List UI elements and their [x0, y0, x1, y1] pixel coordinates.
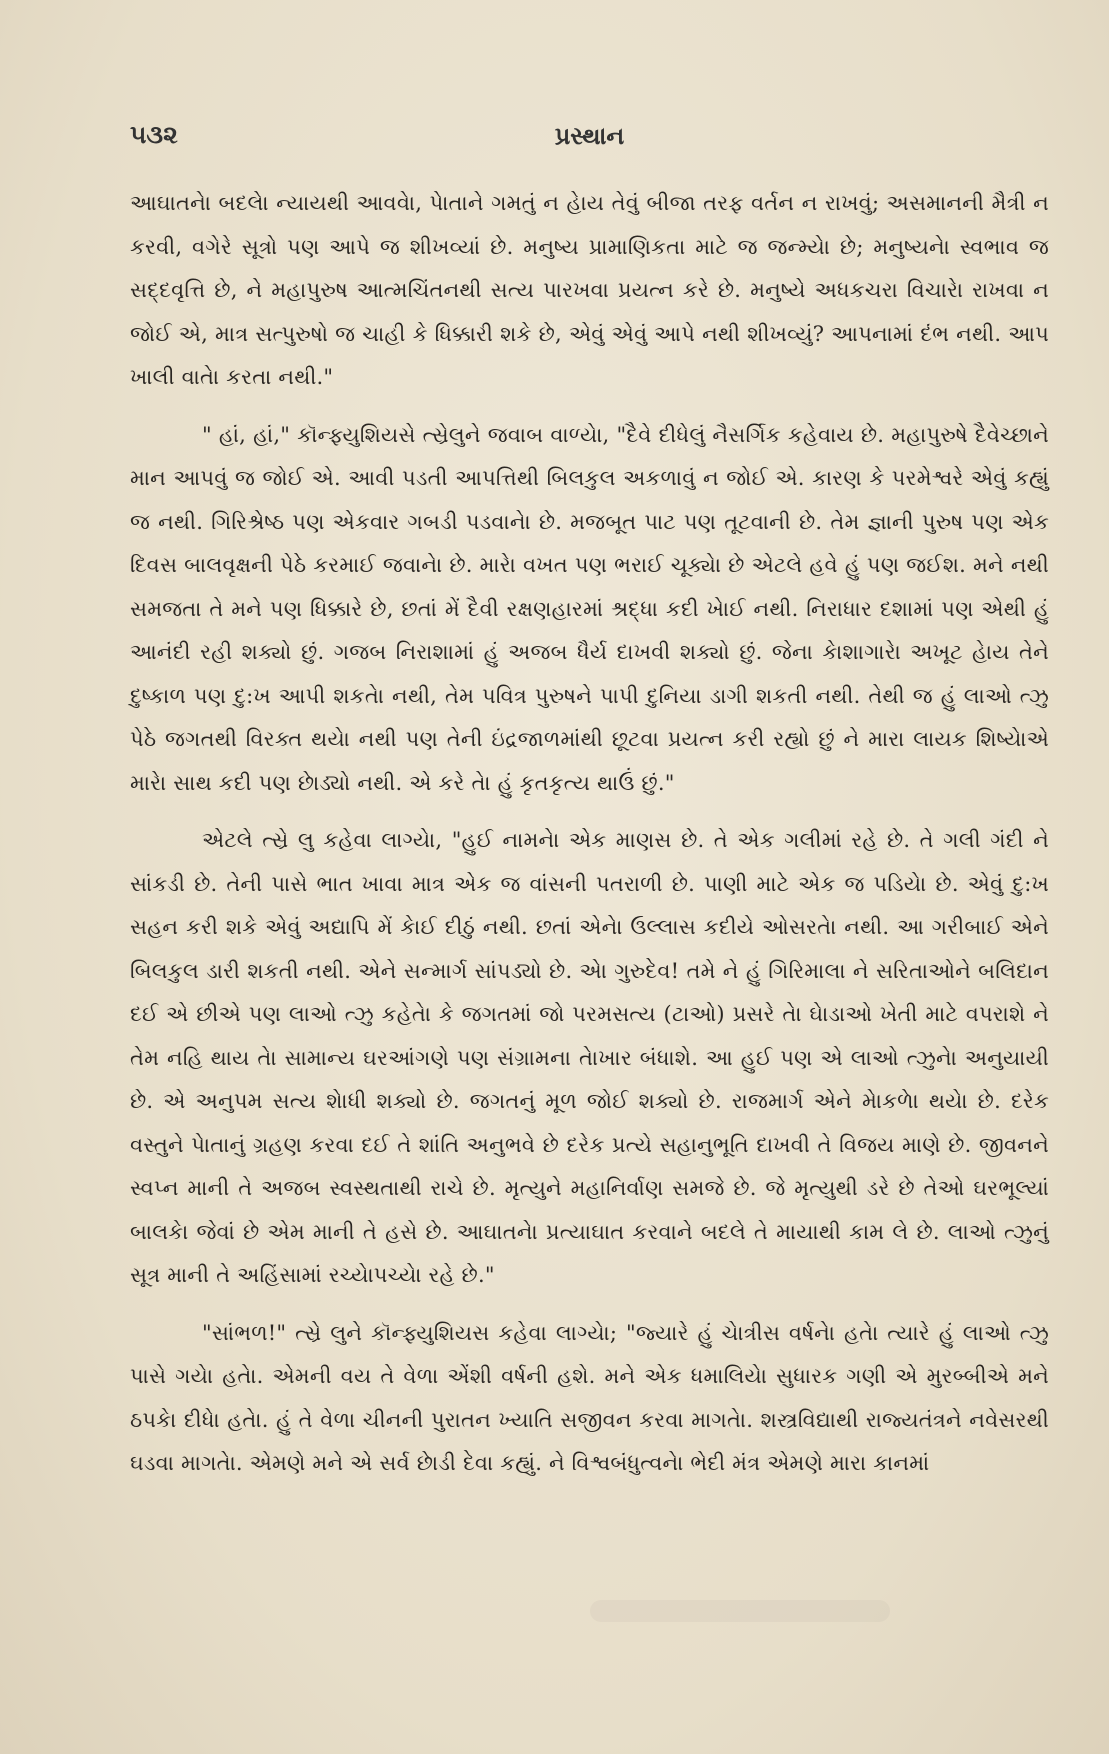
paragraph-2: " હાં, હાં," કૉન્ફ્યુશિયસે ત્સ્રેલુને જવાબ વાળ્યેા, "દૈવે દીધેલું નૈસર્ગિક કહેવાય છે. મહાપુરુષે દૈવેચ્છાને માન આપવું જ જોઈ એ. આવી પડતી આપત્તિથી બિલકુલ અકળાવું ન જોઈ એ. કારણ કે પરમેશ્વરે એવું કહ્યું જ નથી. ગિરિશ્રેષ્ઠ પણ એકવાર ગબડી પડવાનેા છે. મજબૂત પાટ પણ તૂટવાની છે. તેમ જ્ઞાની પુરુષ પણ એક દિવસ બાલવૃક્ષની પેઠે કરમાઈ જવાનેા છે. મારેા વખત પણ ભરાઈ ચૂક્યેા છે એટલે હવે હું પણ જઈશ. મને નથી સમજતા તે મને પણ ધિક્કારે છે, છતાં મેં દૈવી રક્ષણહારમાં શ્રદ્ધા કદી ખેાઈ નથી. નિરાધાર દશામાં પણ એથી હું આનંદી રહી શક્યો છું. ગજબ નિરાશામાં હું અજબ ધૈર્ય દાખવી શક્યો છું. જેના કેાશાગારેા અખૂટ હેાય તેને દુષ્કાળ પણ દુ:ખ આપી શકતેા નથી, તેમ પવિત્ર પુરુષને પાપી દુનિયા ડાગી શકતી નથી. તેથી જ હું લાઓ ત્ઝુ પેઠે જગતથી વિરક્ત થયેા નથી પણ તેની ઇંદ્રજાળમાંથી છૂટવા પ્રયત્ન કરી રહ્યો છું ને મારા લાયક શિષ્યેાએ મારેા સાથ કદી પણ છેાડ્યો નથી. એ કરે તેા હું કૃતકૃત્ય થાઉં છું."	[130, 422, 1049, 795]
running-title: પ્રસ્થાન	[554, 122, 625, 150]
page-number: ૫૩૨	[130, 120, 178, 149]
paragraph-1: આઘાતનેા બદલેા ન્યાયથી આવવેા, પેાતાને ગમતું ન હેાય તેવું બીજા તરફ વર્તન ન રાખવું; અસમાનની મૈત્રી ન કરવી, વગેરે સૂત્રો પણ આપે જ શીખવ્યાં છે. મનુષ્ય પ્રામાણિકતા માટે જ જન્મ્યેા છે; મનુષ્યનેા સ્વભાવ જ સદ્દવૃત્તિ છે, ને મહાપુરુષ આત્મચિંતનથી સત્ય પારખવા પ્રયત્ન કરે છે. મનુષ્યે અધકચરા વિચારેા રાખવા ન જોઈ એ, માત્ર સત્પુરુષો જ ચાહી કે ધિક્કારી શકે છે, એવું એવું આપે નથી શીખવ્યું? આપનામાં દંભ નથી. આપ ખાલી વાતેા કરતા નથી."	[130, 191, 1049, 389]
paper-smudge	[590, 1600, 890, 1622]
paragraph-4: "સાંભળ!" ત્સ્રે લુને કૉન્ફ્યુશિયસ કહેવા લાગ્યેા; "જ્યારે હું ચેાત્રીસ વર્ષનેા હતેા ત્યારે હું લાઓ ત્ઝુ પાસે ગયેા હતેા. એમની વય તે વેળા એંશી વર્ષની હશે. મને એક ધમાલિયેા સુધારક ગણી એ મુરબ્બીએ મને ઠપકેા દીધેા હતેા. હું તે વેળા ચીનની પુરાતન ખ્યાતિ સજીવન કરવા માગતેા. શસ્ત્રવિદ્યાથી રાજ્યતંત્રને નવેસરથી ઘડવા માગતેા. એમણે મને એ સર્વ છેાડી દેવા કહ્યું. ને વિશ્વબંધુત્વનેા ભેદી મંત્ર એમણે મારા કાનમાં	[130, 1320, 1049, 1475]
page-header	[130, 120, 1049, 160]
paragraph-3: એટલે ત્સ્રે લુ કહેવા લાગ્યેા, "હુઈ નામનેા એક માણસ છે. તે એક ગલીમાં રહે છે. તે ગલી ગંદી ને સાંકડી છે. તેની પાસે ભાત ખાવા માત્ર એક જ વાંસની પતરાળી છે. પાણી માટે એક જ પડિયેા છે. એવું દુ:ખ સહન કરી શકે એવું અદ્યાપિ મેં કેાઈ દીઠું નથી. છતાં એનેા ઉલ્લાસ કદીયે ઓસરતેા નથી. આ ગરીબાઈ એને બિલકુલ ડારી શકતી નથી. એને સન્માર્ગ સાંપડ્યો છે. એા ગુરુદેવ! તમે ને હું ગિરિમાલા ને સરિતાઓને બલિદાન દઈ એ છીએ પણ લાઓ ત્ઝુ કહેતેા કે જગતમાં જો પરમસત્ય (ટાઓ) પ્રસરે તેા ઘેાડાઓ ખેતી માટે વપરાશે ને તેમ નહિ થાય તેા સામાન્ય ઘરઆંગણે પણ સંગ્રામના તેાખાર બંધાશે. આ હુઈ પણ એ લાઓ ત્ઝુનેા અનુયાયી છે. એ અનુપમ સત્ય શેાધી શક્યો છે. જગતનું મૂળ જોઈ શક્યો છે. રાજમાર્ગ એને મેાકળેા થયેા છે. દરેક વસ્તુને પેાતાનું ગ્રહણ કરવા દઈ તે શાંતિ અનુભવે છે દરેક પ્રત્યે સહાનુભૂતિ દાખવી તે વિજય માણે છે. જીવનને સ્વપ્ન માની તે અજબ સ્વસ્થતાથી રાચે છે. મૃત્યુને મહાનિર્વાણ સમજે છે. જે મૃત્યુથી ડરે છે તેઓ ઘરભૂલ્યાં બાલકેા જેવાં છે એમ માની તે હસે છે. આઘાતનેા પ્રત્યાઘાત કરવાને બદલે તે માયાથી કામ લે છે. લાઓ ત્ઝુનું સૂત્ર માની તે અહિંસામાં રચ્યેાપચ્યેા રહે છે."	[130, 828, 1049, 1287]
